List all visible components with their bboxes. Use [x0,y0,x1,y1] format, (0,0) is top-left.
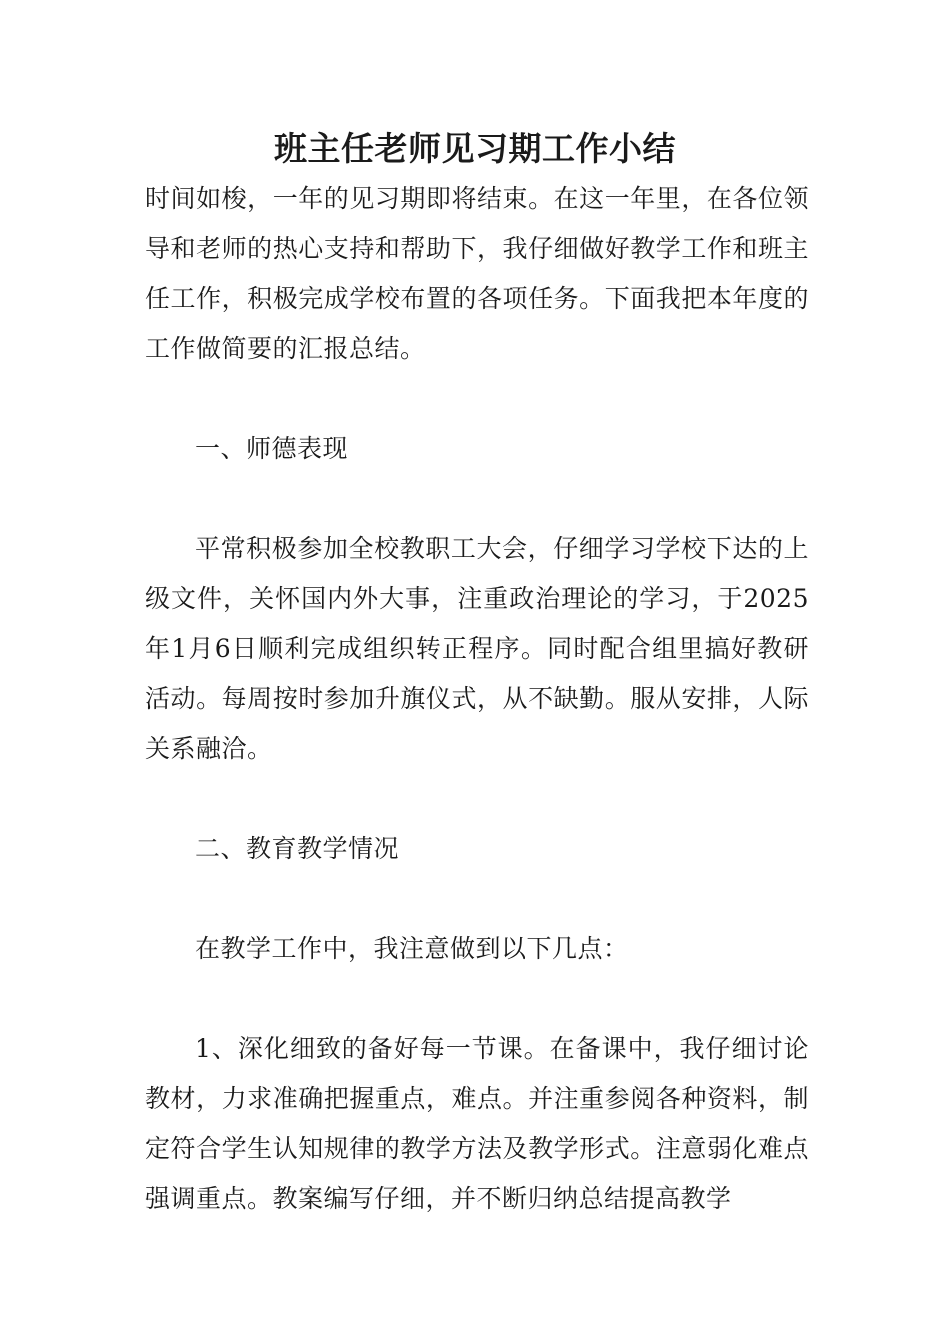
section-heading-teaching: 二、教育教学情况 [195,834,400,863]
ethics-paragraph: 平常积极参加全校教职工大会，仔细学习学校下达的上级文件，关怀国内外大事，注重政治理论的学习，于2025年1月6日顺利完成组织转正程序。同时配合组里搞好教研活动。每周按时参加升旗仪式，从不缺勤。服从安排，人际关系融洽。 [145,534,809,763]
document-title: 班主任老师见习期工作小结 [274,129,676,168]
intro-paragraph: 时间如梭，一年的见习期即将结束。在这一年里，在各位领导和老师的热心支持和帮助下，我仔细做好教学工作和班主任工作，积极完成学校布置的各项任务。下面我把本年度的工作做简要的汇报总结。 [145,184,809,363]
document-body [145,174,809,1224]
teaching-point-1-paragraph: 1、深化细致的备好每一节课。在备课中，我仔细讨论教材，力求准确把握重点，难点。并注重参阅各种资料，制定符合学生认知规律的教学方法及教学形式。注意弱化难点强调重点。教案编写仔细，并不断归纳总结提高教学 [145,1034,809,1213]
section-heading-ethics: 一、师德表现 [195,434,349,463]
teaching-intro-paragraph: 在教学工作中，我注意做到以下几点： [195,934,629,963]
